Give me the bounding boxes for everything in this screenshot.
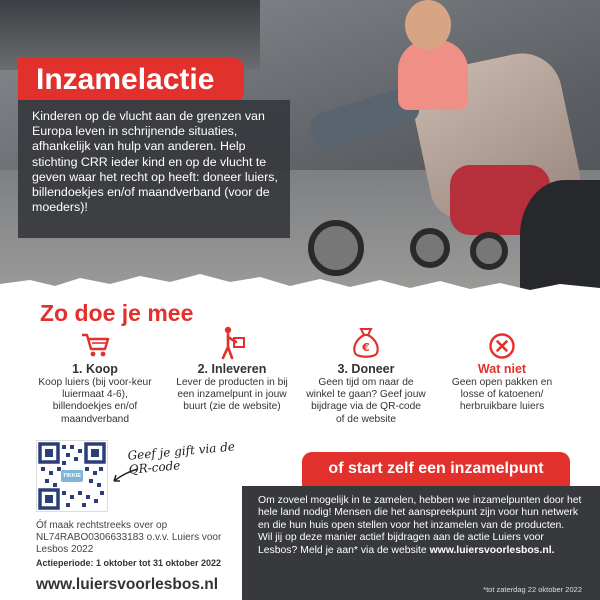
torn-paper-edge [0,262,600,302]
bank-transfer-text: Óf maak rechtstreeks over op NL74RABO0306633183 o.v.v. Luiers voor Lesbos 2022 [36,520,222,555]
steps-row [0,322,600,432]
step-deliver [172,322,292,414]
step-title: Wat niet [477,362,527,376]
website-link[interactable]: www.luiersvoorlesbos.nl [36,576,219,593]
x-circle-icon [488,332,516,360]
own-website-link[interactable]: www.luiersvoorlesbos.nl. [429,544,555,556]
step-text: Koop luiers (bij voor-keur luiermaat 4-6), billendoekjes en/of maandverband [38,377,152,425]
own-paragraph-2-text: Wil jij op deze manier actief bijdragen aan de actie Luiers voor Lesbos? Meld je aan* via de website [258,532,544,556]
tikkie-badge: TIKKIE [62,473,82,479]
qr-code[interactable] [36,440,108,512]
shopping-cart-icon [80,330,110,360]
intro-text: Kinderen op de vlucht aan de grenzen van Europa leven in schrijnende situaties, afhankelijk van hulp van anderen. Help stichting CRR ieder kind en op de vlucht te geven waar het recht op heeft: doneer luiers, billendoekjes en/of maandverband (voor de moeders)! [18,100,290,238]
child-shirt [398,40,468,110]
child-head [405,0,451,50]
step-text: Lever de producten in bij een inzamelpunt in jouw buurt (zie de website) [176,377,288,413]
step-not-allowed [442,322,562,414]
own-collection-box [242,486,600,600]
step-donate [306,322,426,426]
step-text: Geen tijd om naar de winkel te gaan? Geef jouw bijdrage via de QR-code of de website [306,377,426,425]
money-bag-icon [351,326,381,360]
arrow-icon [110,465,140,487]
section-title-how: Zo doe je mee [40,300,194,326]
own-paragraph-1: Om zoveel mogelijk in te zamelen, hebben we inzamelpunten door het hele land nodig! Mensen die het aanspreekpunt zijn voor hun netwerk en die hun huis open stellen voor het inzamelen van de producten. [258,495,582,531]
step-title: 1. Koop [72,362,118,376]
svg-text:€: € [362,341,370,354]
step-text: Geen open pakken en losse of katoenen/ herbruikbare luiers [451,377,553,413]
step-title: 3. Doneer [337,362,395,376]
step-title: 2. Inleveren [197,362,267,376]
step-buy [35,322,155,426]
footnote: *tot zaterdag 22 oktober 2022 [483,585,582,594]
person-carrying-box-icon [217,326,247,360]
page-title: Inzamelactie [18,58,244,102]
campaign-period: Actieperiode: 1 oktober tot 31 oktober 2022 [36,558,222,568]
section-title-own: of start zelf een inzamelpunt [302,452,570,486]
qr-caption: Geef je gift via de QR-code [126,439,236,477]
own-paragraph-2 [258,532,586,557]
